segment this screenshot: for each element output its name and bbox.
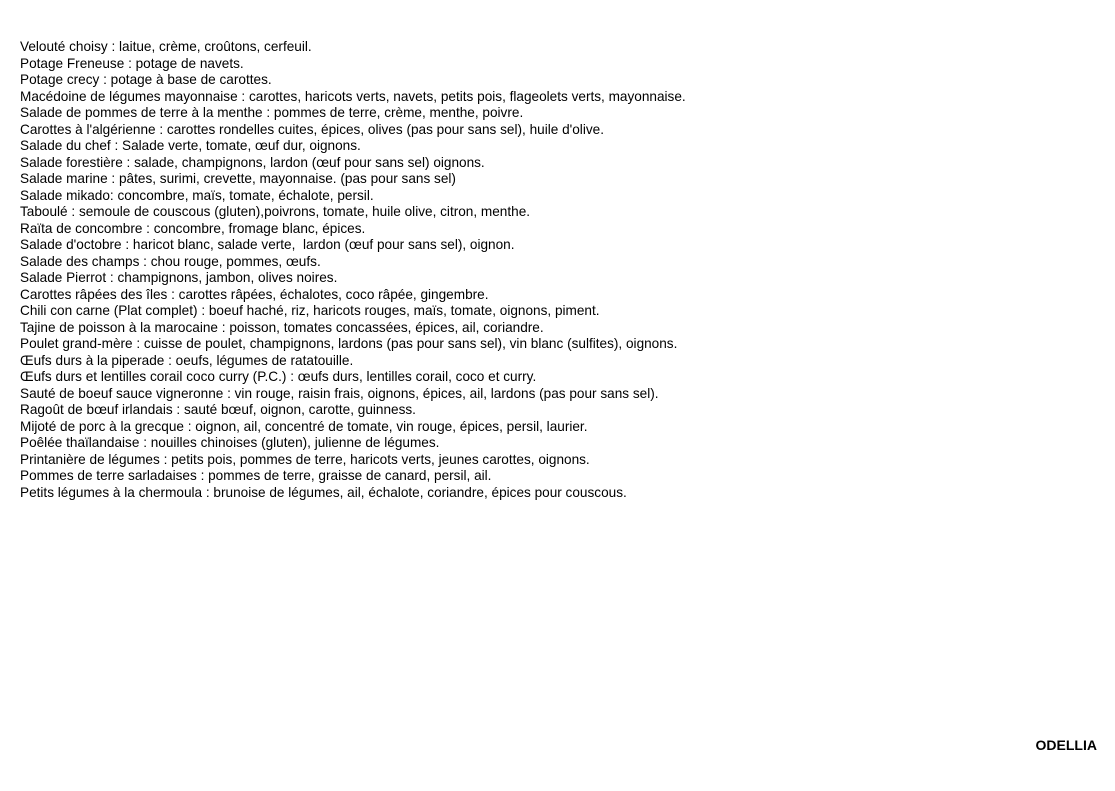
- list-line: Œufs durs et lentilles corail coco curry (P.C.) : œufs durs, lentilles corail, coco et curry.: [20, 369, 537, 384]
- list-line: Printanière de légumes : petits pois, pommes de terre, haricots verts, jeunes carottes, oignons.: [20, 451, 590, 467]
- list-line: Sauté de boeuf sauce vigneronne : vin rouge, raisin frais, oignons, épices, ail, lardons (pas pour sans sel).: [20, 385, 659, 401]
- list-line: Œufs durs à la piperade : oeufs, légumes de ratatouille.: [20, 352, 354, 368]
- list-line: Carottes râpées des îles : carottes râpées, échalotes, coco râpée, gingembre.: [20, 286, 489, 302]
- list-line: Salade mikado: concombre, maïs, tomate, échalote, persil.: [20, 187, 374, 203]
- footer-brand: ODELLIA: [1035, 737, 1097, 753]
- list-line: Macédoine de légumes mayonnaise : carottes, haricots verts, navets, petits pois, flageolets verts, mayonnaise.: [20, 88, 686, 104]
- list-line: Salade forestière : salade, champignons, lardon (œuf pour sans sel) oignons.: [20, 154, 485, 170]
- list-line: Salade Pierrot : champignons, jambon, olives noires.: [20, 270, 338, 285]
- list-line: Poulet grand-mère : cuisse de poulet, champignons, lardons (pas pour sans sel), vin blanc (sulfites), oignons.: [20, 336, 678, 351]
- list-line: Tajine de poisson à la marocaine : poisson, tomates concassées, épices, ail, coriandre.: [20, 319, 544, 335]
- list-line: Taboulé : semoule de couscous (gluten),poivrons, tomate, huile olive, citron, menthe.: [20, 204, 531, 219]
- list-line: Salade du chef : Salade verte, tomate, œuf dur, oignons.: [20, 138, 361, 153]
- list-line: Poêlée thaïlandaise : nouilles chinoises (gluten), julienne de légumes.: [20, 435, 440, 450]
- list-line: Mijoté de porc à la grecque : oignon, ail, concentré de tomate, vin rouge, épices, persil, laurier.: [20, 418, 588, 434]
- list-line: Chili con carne (Plat complet) : boeuf haché, riz, haricots rouges, maïs, tomate, oignons, piment.: [20, 303, 600, 318]
- list-line: Petits légumes à la chermoula : brunoise de légumes, ail, échalote, coriandre, épices pour couscous.: [20, 484, 627, 500]
- list-line: Pommes de terre sarladaises : pommes de terre, graisse de canard, persil, ail.: [20, 468, 492, 483]
- ingredient-list: [20, 39, 686, 501]
- list-line: Carottes à l'algérienne : carottes rondelles cuites, épices, olives (pas pour sans sel), huile d'olive.: [20, 121, 604, 137]
- list-line: Ragoût de bœuf irlandais : sauté bœuf, oignon, carotte, guinness.: [20, 402, 416, 417]
- list-line: Raïta de concombre : concombre, fromage blanc, épices.: [20, 220, 366, 236]
- list-line: Potage Freneuse : potage de navets.: [20, 55, 244, 71]
- list-line: Salade d'octobre : haricot blanc, salade verte, lardon (œuf pour sans sel), oignon.: [20, 237, 515, 252]
- list-line: Potage crecy : potage à base de carottes.: [20, 72, 272, 87]
- list-line: Velouté choisy : laitue, crème, croûtons, cerfeuil.: [20, 39, 312, 54]
- list-line: Salade marine : pâtes, surimi, crevette, mayonnaise. (pas pour sans sel): [20, 171, 456, 186]
- list-line: Salade de pommes de terre à la menthe : pommes de terre, crème, menthe, poivre.: [20, 105, 524, 120]
- list-line: Salade des champs : chou rouge, pommes, œufs.: [20, 253, 321, 269]
